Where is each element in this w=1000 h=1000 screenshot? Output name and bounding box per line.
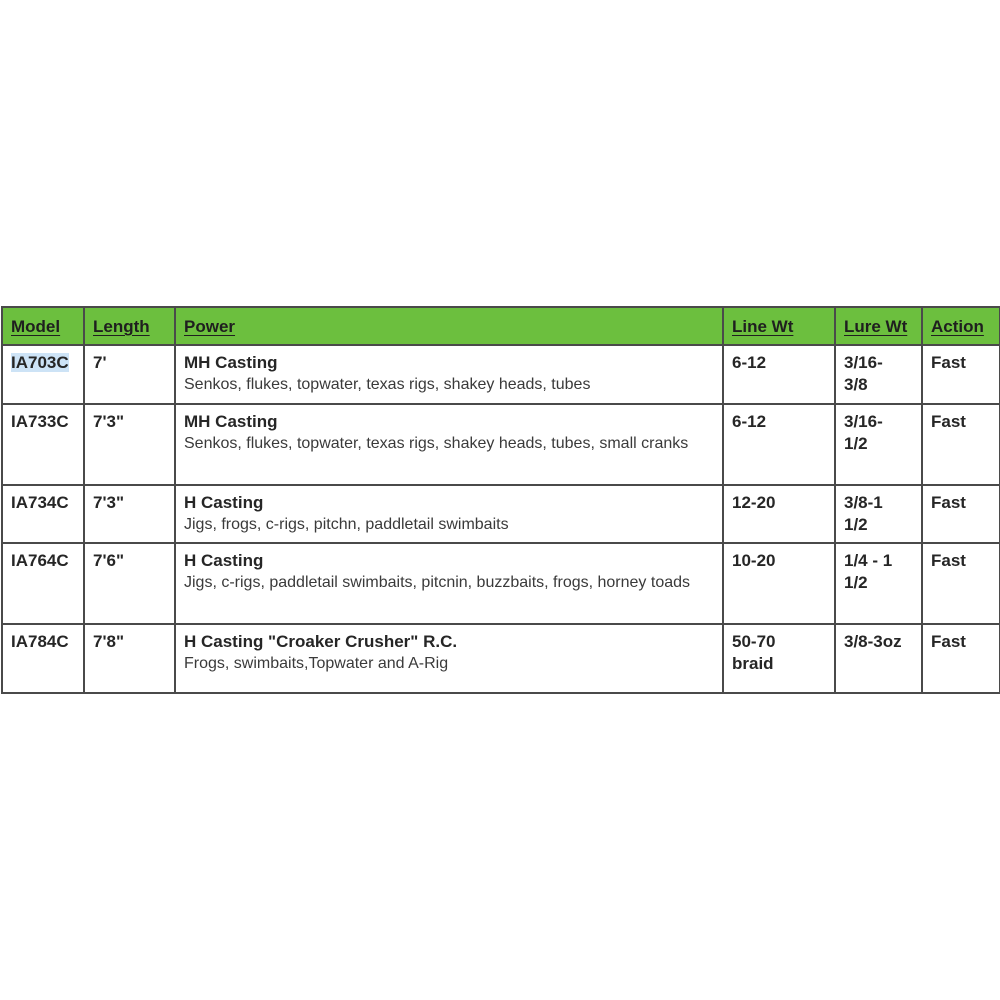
cell-model [2,543,84,624]
model-value: IA784C [11,632,69,651]
length-value: 7'6" [93,551,125,570]
power-title: H Casting [184,551,264,570]
line-wt-value: 12-20 [732,493,776,512]
lure-wt-value-line1: 3/8-1 [844,493,883,512]
cell-length [84,404,175,485]
header-power[interactable]: Power [175,307,723,345]
cell-model [2,345,84,404]
cell-model [2,404,84,485]
length-value: 7'8" [93,632,125,651]
action-value: Fast [931,412,966,431]
cell-model [2,485,84,543]
power-title: MH Casting [184,353,278,372]
lure-wt-value-line1: 3/16- [844,353,883,372]
lure-wt-value-line1: 3/16- [844,412,883,431]
model-value: IA733C [11,412,69,431]
cell-line-wt [723,543,835,624]
lure-wt-value-line2: 1/2 [844,573,868,592]
cell-action [922,543,1000,624]
cell-line-wt [723,345,835,404]
action-value: Fast [931,493,966,512]
table-row [2,345,1000,404]
cell-length [84,543,175,624]
table-row [2,543,1000,624]
model-value: IA734C [11,493,69,512]
action-value: Fast [931,632,966,651]
cell-power [175,543,723,624]
action-value: Fast [931,551,966,570]
power-description: Senkos, flukes, topwater, texas rigs, shakey heads, tubes, small cranks [184,435,689,452]
lure-wt-value: 3/8-3oz [844,632,902,651]
table-row [2,624,1000,693]
model-value[interactable]: IA703C [11,353,69,372]
lure-wt-value-line2: 3/8 [844,375,868,394]
line-wt-value: 6-12 [732,412,767,431]
cell-lure-wt [835,485,922,543]
cell-lure-wt [835,624,922,693]
header-row [2,307,1000,345]
cell-action [922,624,1000,693]
cell-lure-wt [835,543,922,624]
header-lure-wt[interactable]: Lure Wt [835,307,922,345]
cell-lure-wt [835,345,922,404]
cell-power [175,485,723,543]
lure-wt-value-line2: 1/2 [844,434,868,453]
line-wt-value-line2: braid [732,654,774,673]
table-row [2,485,1000,543]
power-description: Frogs, swimbaits,Topwater and A-Rig [184,655,449,672]
cell-model [2,624,84,693]
power-description: Jigs, c-rigs, paddletail swimbaits, pitcnin, buzzbaits, frogs, horney toads [184,574,691,591]
power-title: H Casting [184,493,264,512]
lure-wt-value-line1: 1/4 - 1 [844,551,893,570]
action-value: Fast [931,353,966,372]
table-row [2,404,1000,485]
header-line-wt[interactable]: Line Wt [723,307,835,345]
model-value: IA764C [11,551,69,570]
line-wt-value: 6-12 [732,353,767,372]
lure-wt-value-line2: 1/2 [844,515,868,534]
length-value: 7' [93,353,107,372]
cell-lure-wt [835,404,922,485]
line-wt-value-line1: 50-70 [732,632,776,651]
cell-action [922,404,1000,485]
cell-action [922,485,1000,543]
cell-line-wt [723,485,835,543]
line-wt-value: 10-20 [732,551,776,570]
cell-line-wt [723,404,835,485]
cell-power [175,624,723,693]
cell-length [84,485,175,543]
cell-length [84,345,175,404]
power-description: Senkos, flukes, topwater, texas rigs, shakey heads, tubes [184,376,591,393]
power-title: H Casting "Croaker Crusher" R.C. [184,632,458,651]
cell-power [175,345,723,404]
cell-action [922,345,1000,404]
rod-specs-table [1,306,1000,694]
power-title: MH Casting [184,412,278,431]
power-description: Jigs, frogs, c-rigs, pitchn, paddletail swimbaits [184,516,509,533]
cell-length [84,624,175,693]
header-length[interactable]: Length [84,307,175,345]
cell-line-wt [723,624,835,693]
cell-power [175,404,723,485]
length-value: 7'3" [93,412,125,431]
header-model[interactable]: Model [2,307,84,345]
length-value: 7'3" [93,493,125,512]
header-action[interactable]: Action [922,307,1000,345]
